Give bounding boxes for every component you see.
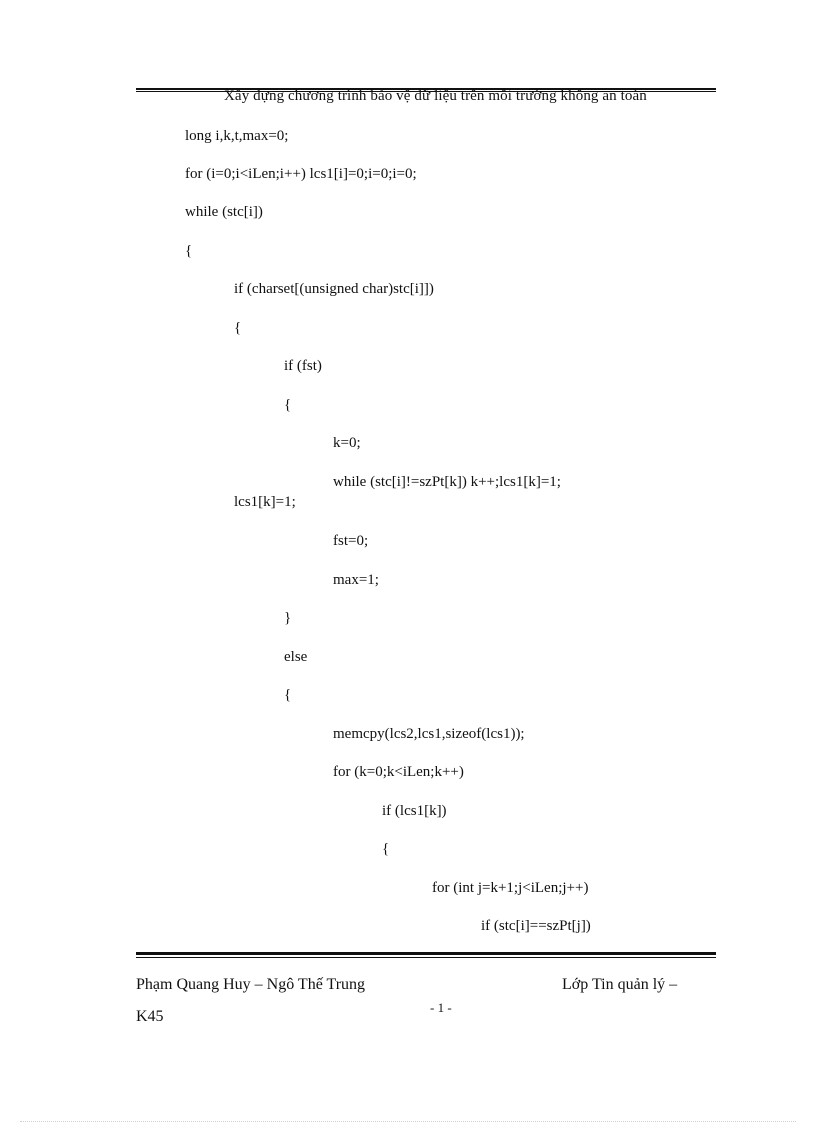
code-line: for (int j=k+1;j<iLen;j++)	[432, 880, 589, 896]
code-line: if (fst)	[284, 358, 322, 374]
code-line: k=0;	[333, 435, 361, 451]
code-line: {	[185, 243, 193, 259]
code-line: {	[234, 320, 242, 336]
code-line: {	[382, 841, 390, 857]
code-line: while (stc[i]!=szPt[k]) k++;lcs1[k]=1;	[333, 474, 561, 490]
page-header-title: Xây dựng chương trình bảo vệ dữ liệu trên môi trường không an toàn	[224, 88, 647, 104]
code-line: max=1;	[333, 572, 379, 588]
code-line: for (k=0;k<iLen;k++)	[333, 764, 464, 780]
page-number: - 1 -	[430, 1000, 452, 1015]
code-line: {	[284, 687, 292, 703]
code-line: {	[284, 397, 292, 413]
footer-class-suffix: K45	[136, 1008, 164, 1025]
code-line: if (lcs1[k])	[382, 803, 447, 819]
footer-class-label: Lớp Tin quản lý –	[562, 976, 678, 993]
code-line: while (stc[i])	[185, 204, 263, 220]
code-line: else	[284, 649, 308, 665]
page-bottom-border	[20, 1121, 796, 1122]
footer-authors: Phạm Quang Huy – Ngô Thế Trung	[136, 976, 366, 993]
code-line: fst=0;	[333, 533, 369, 549]
code-line: long i,k,t,max=0;	[185, 128, 289, 144]
code-line: }	[284, 610, 292, 626]
code-line: for (i=0;i<iLen;i++) lcs1[i]=0;i=0;i=0;	[185, 166, 417, 182]
code-line: memcpy(lcs2,lcs1,sizeof(lcs1));	[333, 726, 525, 742]
code-line: lcs1[k]=1;	[234, 494, 296, 510]
code-line: if (stc[i]==szPt[j])	[481, 918, 591, 934]
code-line: if (charset[(unsigned char)stc[i]])	[234, 281, 434, 297]
footer-rule	[136, 952, 716, 958]
